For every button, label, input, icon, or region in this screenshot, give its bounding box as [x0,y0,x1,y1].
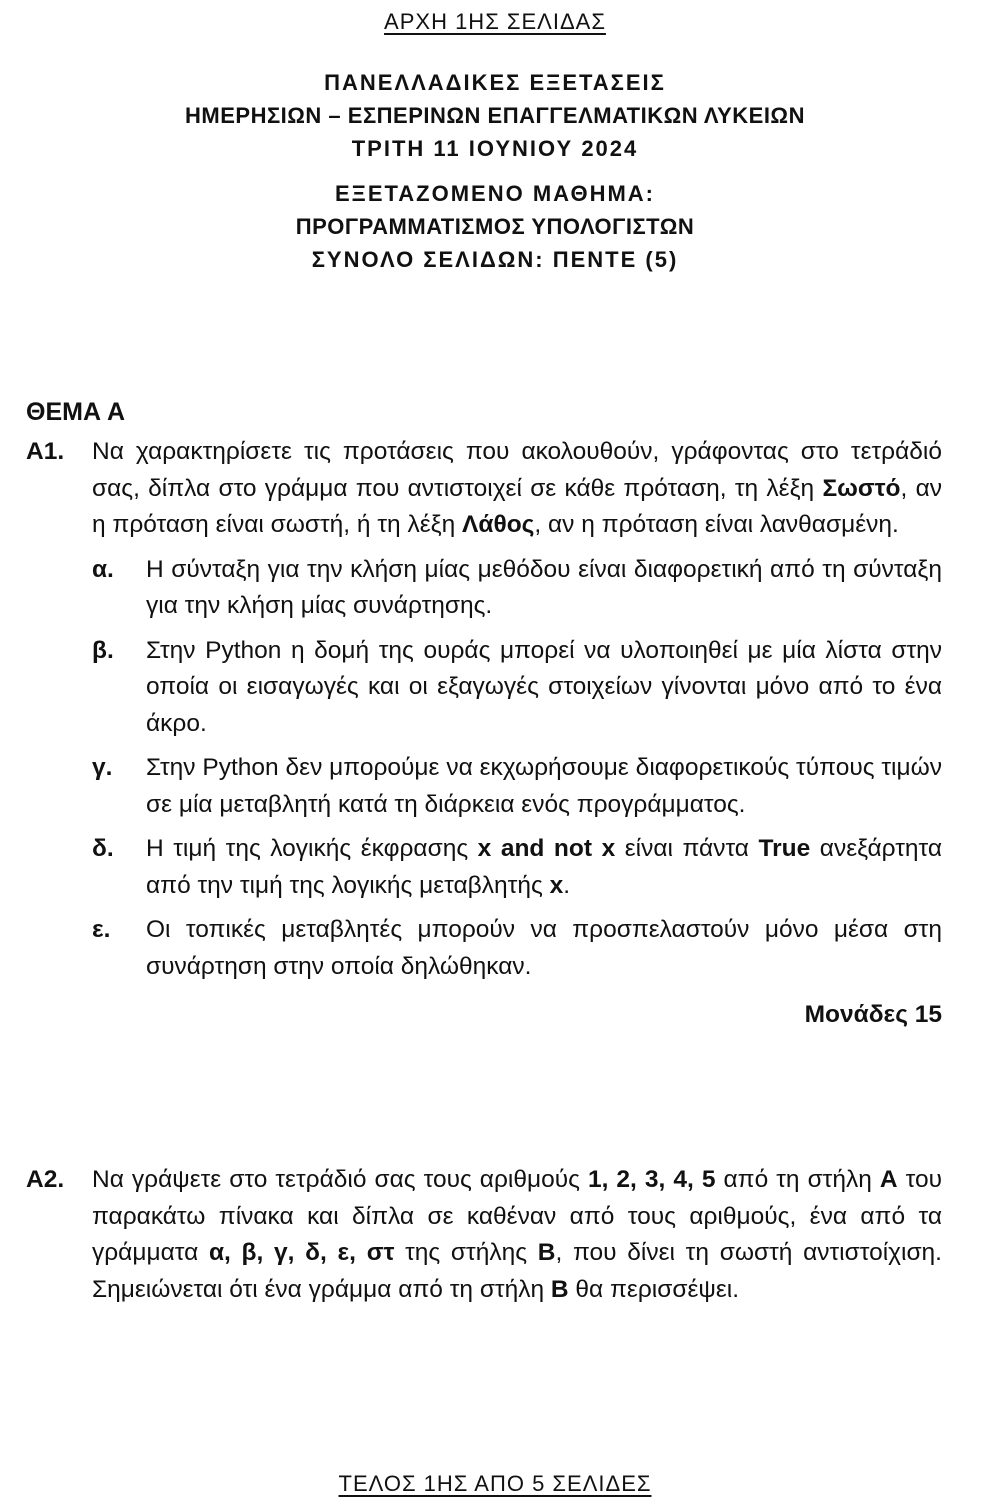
page-bottom-marker-text: ΤΕΛΟΣ 1ΗΣ ΑΠΟ 5 ΣΕΛΙΔΕΣ [338,1471,652,1496]
bold-column-b: Β [537,1239,556,1266]
text-fragment: Να γράψετε στο τετράδιό σας τους αριθμούς [92,1166,588,1193]
page-top-marker [0,9,990,35]
statement-item [92,750,942,823]
page-bottom-marker [0,1471,990,1497]
page-top-marker-text: ΑΡΧΗ 1ΗΣ ΣΕΛΙΔΑΣ [384,9,606,34]
text-fragment: θα περισσέψει. [568,1275,740,1303]
bold-true: True [758,835,811,862]
statement-fragment: ανεξάρτητα από την τιμή της λογικής μεταβλητής [146,835,943,899]
exam-date: ΤΡΙΤΗ 11 ΙΟΥΝΙΟΥ 2024 [351,136,639,161]
intro-bold-correct: Σωστό [822,474,901,502]
statement-label: ε. [92,916,111,943]
bold-variable: x [549,871,564,899]
statement-fragment: . [563,871,571,899]
statement-label: α. [92,555,114,583]
question-text [92,1162,942,1308]
text-fragment: του παρακάτω πίνακα και δίπλα σε καθέναν από τους αριθμούς, ένα από τα γράμματα [92,1166,942,1266]
text-fragment: από τη στήλη [715,1166,880,1193]
intro-text: , αν η πρόταση είναι λανθασμένη. [534,511,899,538]
statement-label: δ. [92,835,114,862]
question-a2 [26,1162,942,1308]
intro-text: , αν η πρόταση είναι σωστή, ή τη λέξη [92,474,942,538]
question-label: Α2. [26,1166,65,1193]
code-expression: x and not x [477,835,616,862]
exam-title: ΠΑΝΕΛΛΑΔΙΚΕΣ ΕΞΕΤΑΣΕΙΣ [324,70,666,95]
exam-page-count: ΣΥΝΟΛΟ ΣΕΛΙΔΩΝ: ΠΕΝΤΕ (5) [311,247,679,272]
text-fragment: , που δίνει τη σωστή αντιστοίχιση. Σημειώνεται ότι ένα γράμμα από τη στήλη [92,1239,942,1303]
intro-bold-wrong: Λάθος [462,511,535,538]
statement-text: Οι τοπικές μεταβλητές μπορούν να προσπελαστούν μόνο μέσα στη συνάρτηση στην οποία δηλώθηκαν. [146,916,942,980]
statement-item [92,633,942,743]
statement-text [146,831,942,904]
question-units: Μονάδες 15 [804,1001,942,1028]
statement-text: Στην Python η δομή της ουράς μπορεί να υλοποιηθεί με μία λίστα στην οποία οι εισαγωγές και οι εξαγωγές στοιχείων γίνονται μόνο από το ένα άκρο. [146,636,942,737]
exam-subject-label: ΕΞΕΤΑΖΟΜΕΝΟ ΜΑΘΗΜΑ: [334,181,656,206]
bold-letters: α, β, γ, δ, ε, στ [208,1239,395,1266]
statement-label: β. [92,636,114,664]
theme-title: ΘΕΜΑ Α [26,398,126,426]
exam-school-type: ΗΜΕΡΗΣΙΩΝ – ΕΣΠΕΡΙΝΩΝ ΕΠΑΓΓΕΛΜΑΤΙΚΩΝ ΛΥΚΕΙΩΝ [185,103,805,128]
statement-item [92,912,942,985]
question-label: Α1. [26,438,65,465]
statement-item [92,552,942,625]
exam-header [0,66,990,276]
intro-text: Να χαρακτηρίσετε τις προτάσεις που ακολουθούν, γράφοντας στο τετράδιό σας, δίπλα στο γράμμα που αντιστοιχεί σε κάθε πρόταση, τη λέξη [92,438,942,502]
bold-numbers: 1, 2, 3, 4, 5 [587,1166,716,1193]
statement-text: Η σύνταξη για την κλήση μίας μεθόδου είναι διαφορετική από τη σύνταξη για την κλήση μίας συνάρτησης. [146,555,942,619]
statement-fragment: είναι πάντα [615,835,759,862]
question-a1 [26,434,942,1034]
statement-text: Στην Python δεν μπορούμε να εκχωρήσουμε διαφορετικούς τύπους τιμών σε μία μεταβλητή κατά τη διάρκεια ενός προγράμματος. [146,754,942,818]
text-fragment: της στήλης [394,1239,538,1266]
statement-item [92,831,942,904]
statement-label: γ. [92,754,113,781]
bold-column-a: Α [879,1166,898,1193]
statement-fragment: Η τιμή της λογικής έκφρασης [146,835,478,862]
question-intro [92,434,942,544]
bold-column-b: Β [550,1275,569,1303]
exam-subject: ΠΡΟΓΡΑΜΜΑΤΙΣΜΟΣ ΥΠΟΛΟΓΙΣΤΩΝ [295,214,695,239]
